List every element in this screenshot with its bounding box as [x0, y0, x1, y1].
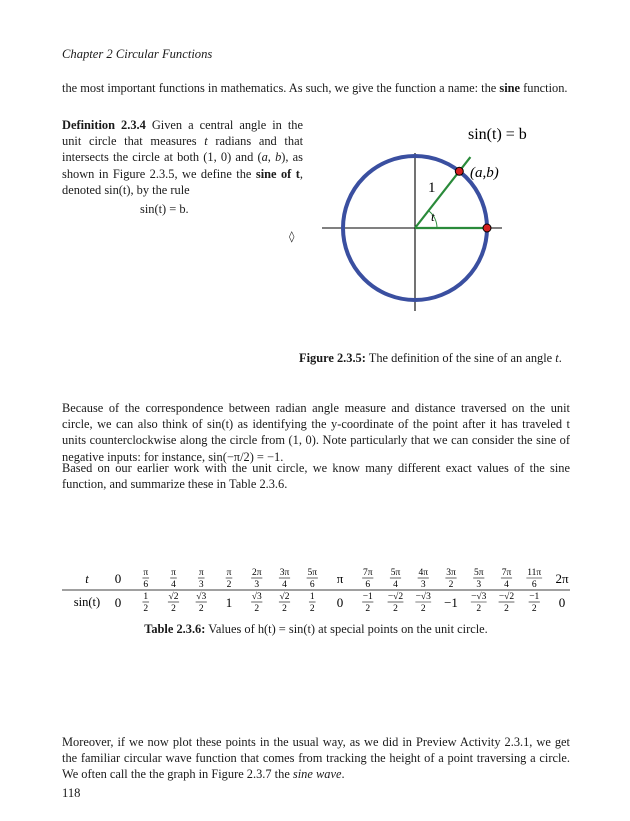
table-sin-cell-numerator: −√2: [498, 592, 515, 602]
def-comma: ,: [267, 150, 276, 165]
table-t-cell-numerator: 3π: [446, 568, 456, 578]
table-t-cell-numerator: 11π: [527, 568, 542, 578]
angle-label: t: [431, 209, 435, 224]
table-t-cell-numerator: 4π: [418, 568, 429, 578]
end-of-definition-mark: ◊: [289, 230, 295, 243]
table-t-cell-denominator: 4: [393, 580, 398, 590]
para4-text: Moreover, if we now plot these points in the usual way, as we did in Preview Activity 2.3.1, we get the familiar circular wave function that comes from tracking the height of a point traversing a circle. We often call the the graph in Figure 2.3.7 the: [62, 735, 570, 782]
table-sin-cell: 0: [336, 595, 344, 610]
table-t-cell: 0: [114, 571, 122, 586]
intro-term: sine: [499, 81, 521, 95]
table-sin-cell-numerator: √2: [279, 592, 290, 602]
table-sin-cell-denominator: 2: [309, 604, 315, 614]
table-sin-cell-numerator: −√3: [471, 592, 487, 602]
table-sin-cell-denominator: 2: [420, 604, 426, 614]
table-sin-cell-numerator: √3: [251, 592, 262, 602]
table-row-label-t: t: [85, 572, 89, 586]
intro-paragraph: [62, 80, 570, 96]
caption-var: t: [555, 351, 559, 365]
figure-caption: [299, 350, 571, 366]
table-t-cell-denominator: 2: [448, 580, 454, 590]
intro-text: the most important functions in mathematics. As such, we give the function a name: the: [62, 81, 500, 95]
definition-equation: sin(t) = b.: [140, 202, 189, 216]
table-t-cell-numerator: 5π: [307, 568, 318, 578]
table-caption-label: Table 2.3.6:: [144, 622, 206, 636]
table-t-cell-numerator: π: [226, 568, 232, 578]
table-sin-cell-denominator: 2: [393, 604, 398, 614]
table-sin-cell-numerator: √2: [168, 592, 179, 602]
para4-term: sine wave: [292, 767, 342, 782]
def-text-2: radians and that intersects the circle at both (1, 0) and (: [62, 134, 304, 165]
def-var-b: b: [275, 150, 282, 165]
table-sin-cell-numerator: −√2: [387, 592, 404, 602]
unit-circle-figure: [300, 113, 570, 323]
table-sin-cell: 0: [114, 595, 122, 610]
table-t-cell-denominator: 3: [198, 580, 204, 590]
radius-label: 1: [428, 180, 436, 196]
table-t-cell-numerator: π: [143, 568, 149, 578]
caption-label: Figure 2.3.5:: [299, 351, 366, 365]
table-t-cell: 2π: [555, 571, 569, 586]
table-t-cell-numerator: 5π: [390, 568, 401, 578]
table-t-cell-denominator: 3: [254, 580, 260, 590]
table-sin-cell-denominator: 2: [254, 604, 260, 614]
table-t-cell-denominator: 6: [531, 580, 537, 590]
table-t-cell-numerator: 2π: [251, 568, 262, 578]
sine-values-table: [62, 566, 570, 616]
paragraph-exact-values: Based on our earlier work with the unit circle, we know many different exact values of the sine function, and summarize these in Table 2.3.6.: [62, 461, 570, 492]
table-t-cell-numerator: π: [171, 568, 176, 578]
table-sin-cell-numerator: 1: [309, 592, 315, 602]
definition-label: Definition 2.3.4: [62, 118, 146, 132]
table-t-cell-denominator: 3: [420, 580, 426, 590]
table-sin-cell-denominator: 2: [365, 604, 371, 614]
table-caption-text: Values of h(t) = sin(t) at special points on the unit circle.: [205, 622, 488, 636]
table-t-cell-denominator: 4: [282, 580, 287, 590]
point-label: (a,b): [470, 165, 499, 181]
table-sin-cell-numerator: −1: [362, 592, 373, 602]
point-a-b: [455, 167, 463, 175]
table-sin-cell: 0: [558, 595, 566, 610]
formula-label: sin(t) = b: [468, 126, 527, 143]
caption-end: .: [558, 351, 562, 365]
def-text-4: , denoted sin(t), by the rule: [62, 166, 303, 197]
paragraph-sine-wave: [62, 734, 570, 783]
table-sin-cell: 1: [225, 595, 233, 610]
table-sin-cell-numerator: 1: [143, 592, 149, 602]
table-t-cell-numerator: 7π: [362, 568, 373, 578]
caption-text: The definition of the sine of an angle: [365, 351, 556, 365]
table-sin-cell-denominator: 2: [143, 604, 149, 614]
table-t-cell-denominator: 6: [143, 580, 149, 590]
table-t-cell-denominator: 4: [504, 580, 509, 590]
table-sin-cell-denominator: 2: [476, 604, 482, 614]
paragraph-correspondence: Because of the correspondence between radian angle measure and distance traversed on the unit circle, we can also think of sin(t) as identifying the y-coordinate of the point after it has traveled t units counterclockwise along the circle from (1, 0). Note particularly that we can consider the sine of negative inputs: for instance, sin(−π/2) = −1.: [62, 401, 570, 464]
table-t-cell-denominator: 6: [365, 580, 371, 590]
table-sin-cell: −1: [444, 595, 458, 610]
table-sin-cell-denominator: 2: [504, 604, 509, 614]
intro-tail: function.: [520, 81, 568, 95]
table-t-cell: π: [336, 571, 344, 586]
def-var-a: a: [261, 150, 268, 165]
def-term: sine of t: [255, 166, 300, 181]
table-t-cell-denominator: 4: [171, 580, 176, 590]
table-sin-cell-numerator: √3: [196, 592, 207, 602]
table-t-cell-denominator: 6: [309, 580, 315, 590]
para4-end: .: [341, 767, 345, 782]
table-t-cell-numerator: 3π: [279, 568, 290, 578]
running-header: Chapter 2 Circular Functions: [62, 47, 213, 61]
table-sin-cell-denominator: 2: [171, 604, 176, 614]
table-sin-cell-denominator: 2: [198, 604, 204, 614]
table-caption: [62, 621, 570, 637]
def-text-3: ), as shown in Figure 2.3.5, we define the: [62, 150, 303, 181]
table-sin-cell-denominator: 2: [531, 604, 537, 614]
def-text-1: Given a central angle in the unit circle that measures: [62, 118, 303, 149]
table-t-cell-numerator: π: [198, 568, 204, 578]
table-t-cell-denominator: 3: [476, 580, 482, 590]
table-sin-cell-denominator: 2: [282, 604, 287, 614]
page-number: 118: [62, 786, 81, 800]
table-sin-cell-numerator: −1: [529, 592, 540, 602]
definition-block: [62, 117, 303, 198]
table-t-cell-denominator: 2: [226, 580, 232, 590]
table-row-label-sin: sin(t): [73, 595, 101, 609]
table-t-cell-numerator: 7π: [501, 568, 512, 578]
table-t-cell-numerator: 5π: [473, 568, 484, 578]
table-sin-cell-numerator: −√3: [415, 592, 431, 602]
def-var-t: t: [204, 134, 208, 149]
point-one-zero: [483, 224, 491, 232]
terminal-side-ray: [415, 157, 470, 228]
